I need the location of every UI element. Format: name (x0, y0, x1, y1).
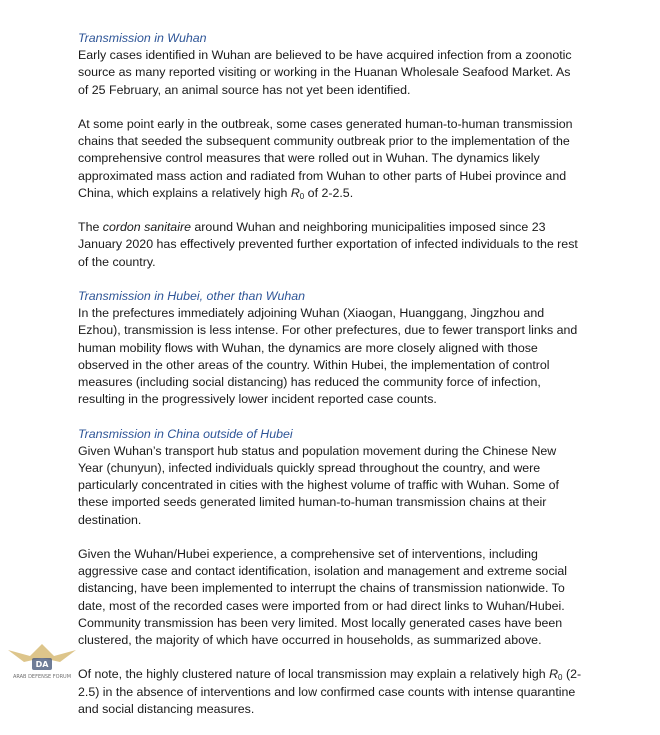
paragraph-cordon-sanitaire (78, 219, 584, 271)
clustered-lead-text: Of note, the highly clustered nature of local transmission may explain a relatively high (78, 667, 550, 682)
r0-subscript-2: 0 (558, 673, 563, 683)
r0-value-text: of 2-2.5. (304, 185, 354, 200)
watermark-logo (2, 636, 82, 696)
section-heading-china: Transmission in China outside of Hubei (78, 426, 293, 441)
paragraph-outbreak-dynamics (78, 116, 584, 202)
section-heading-wuhan: Transmission in Wuhan (78, 31, 207, 45)
watermark-brand-text: ARAB DEFENSE FORUM (12, 674, 72, 680)
paragraph-prefectures: In the prefectures immediately adjoining Wuhan (Xiaogan, Huanggang, Jingzhou and Ezhou), transmission is less intense. For other prefectures, due to fewer transport links and human mobility flows with Wuhan, the dynamics are more closely aligned with those observed in the other areas of the country. Within Hubei, the implementation of control measures (including social distancing) has reduced the community force of infection, resulting in the progressively lower incident reported case counts. (78, 306, 578, 407)
cordon-lead-text: The (78, 220, 103, 235)
paragraph-clustered-transmission (78, 666, 584, 718)
clustered-tail-text: (2-2.5) in the absence of interventions and low confirmed case counts with intense quarantine and social distancing measures. (78, 667, 582, 716)
logo-letters: DA (35, 660, 49, 669)
paragraph-interventions: Given the Wuhan/Hubei experience, a comprehensive set of interventions, including aggressive case and contact identification, isolation and management and extreme social distancing, have been implemented to interrupt the chains of transmission nationwide. To date, most of the recorded cases were imported from or had direct links to Wuhan/Hubei. Community transmission has been very limited. Most locally generated cases have been clustered, the majority of which have occurred in households, as summarized above. (78, 547, 568, 648)
section-heading-hubei: Transmission in Hubei, other than Wuhan (78, 289, 306, 303)
cordon-body-text: around Wuhan and neighboring municipalities imposed since 23 January 2020 has effectively prevented further exportation of infected individuals to the rest of the country. (78, 220, 578, 269)
r0-subscript: 0 (299, 191, 305, 201)
paragraph-transport-hub: Given Wuhan’s transport hub status and population movement during the Chinese New Year (chunyun), infected individuals quickly spread throughout the country, and were particularly concentrated in cities with the highest volume of traffic with Wuhan. Some of these imported seeds generated limited human-to-human transmission chains at their destination. (78, 443, 559, 527)
document-page (78, 30, 584, 735)
r0-symbol: R (290, 185, 300, 200)
r0-symbol-2: R (549, 667, 559, 682)
eagle-emblem-icon (2, 636, 82, 676)
paragraph-early-cases: Early cases identified in Wuhan are believed to be have acquired infection from a zoonotic source as many reported visiting or working in the Huanan Wholesale Seafood Market. As of 25 February, an animal source has not yet been identified. (78, 48, 572, 97)
cordon-sanitaire-term: cordon sanitaire (102, 220, 191, 235)
paragraph-outbreak-text: At some point early in the outbreak, some cases generated human-to-human transmission chains that seeded the subsequent community outbreak prior to the implementation of the comprehensive control measures that were rolled out in Wuhan. The dynamics likely approximated mass action and radiated from Wuhan to other parts of Hubei province and China, which explains a relatively high (78, 117, 573, 200)
